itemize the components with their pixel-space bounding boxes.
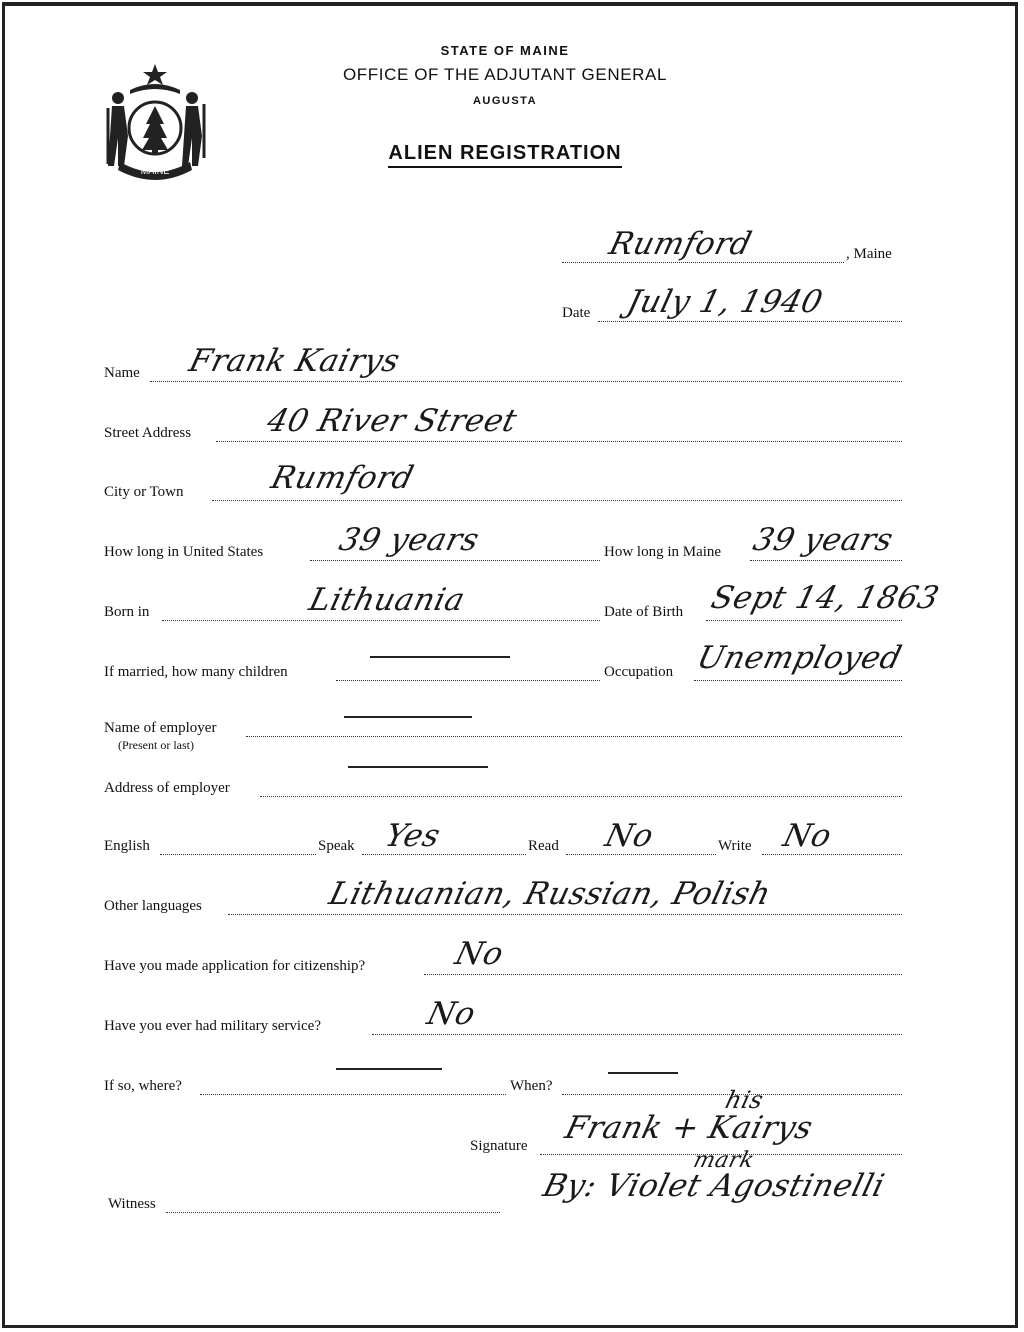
- witness-label: Witness: [108, 1196, 156, 1212]
- write-value: No: [779, 818, 836, 854]
- employer-sublabel: (Present or last): [118, 738, 194, 752]
- occupation-value: Unemployed: [693, 640, 906, 676]
- children-label: If married, how many children: [104, 664, 288, 680]
- maine-duration-dots: [750, 560, 902, 561]
- employer-address-label: Address of employer: [104, 780, 230, 796]
- witness-value: By: Violet Agostinelli: [539, 1168, 889, 1204]
- form-title: [0, 142, 1010, 165]
- employer-value: [344, 716, 472, 718]
- street-dots: [216, 441, 902, 442]
- employer-dots: [246, 736, 902, 737]
- where-label: If so, where?: [104, 1078, 182, 1094]
- street-label: Street Address: [104, 425, 192, 441]
- occupation-dots: [694, 680, 902, 681]
- employer-label: Name of employer: [104, 720, 217, 736]
- state-heading: STATE OF MAINE: [440, 43, 570, 58]
- maine-duration-value: 39 years: [749, 522, 897, 558]
- children-dots: [336, 680, 600, 681]
- citizenship-label: Have you made application for citizenship?: [104, 958, 366, 974]
- military-label: Have you ever had military service?: [104, 1018, 321, 1034]
- occupation-label: Occupation: [604, 664, 674, 680]
- read-value: No: [601, 818, 658, 854]
- place-dots: [562, 262, 844, 263]
- name-dots: [150, 381, 902, 382]
- city-dots: [212, 500, 902, 501]
- children-value: [370, 656, 510, 658]
- name-label: Name: [104, 365, 140, 381]
- form-title-text: ALIEN REGISTRATION: [388, 142, 621, 168]
- city-value: Rumford: [267, 460, 418, 496]
- svg-text:MAINE: MAINE: [140, 166, 170, 176]
- when-label: When?: [510, 1078, 553, 1094]
- signature-mark-bottom: mark: [690, 1148, 757, 1173]
- us-duration-value: 39 years: [335, 522, 483, 558]
- name-value: Frank Kairys: [185, 343, 404, 379]
- english-label: English: [104, 838, 150, 854]
- speak-label: Speak: [318, 838, 355, 854]
- us-duration-dots: [310, 560, 600, 561]
- speak-value: Yes: [381, 818, 445, 854]
- dob-dots: [706, 620, 902, 621]
- place-suffix: , Maine: [846, 246, 892, 262]
- read-label: Read: [528, 838, 559, 854]
- city-label: City or Town: [104, 484, 184, 500]
- us-duration-label: How long in United States: [104, 544, 264, 560]
- citizenship-dots: [424, 974, 902, 975]
- street-value: 40 River Street: [263, 403, 521, 439]
- office-heading: OFFICE OF THE ADJUTANT GENERAL: [342, 65, 668, 84]
- signature-value: Frank + Kairys: [561, 1110, 817, 1146]
- write-dots: [762, 854, 902, 855]
- born-in-dots: [162, 620, 600, 621]
- where-dots: [200, 1094, 506, 1095]
- born-in-label: Born in: [104, 604, 150, 620]
- read-dots: [566, 854, 716, 855]
- where-value: [336, 1068, 442, 1070]
- city-heading: AUGUSTA: [472, 95, 538, 107]
- dob-label: Date of Birth: [604, 604, 684, 620]
- employer-address-dots: [260, 796, 902, 797]
- employer-address-value: [348, 766, 488, 768]
- signature-mark-top: his: [722, 1086, 767, 1114]
- dob-value: Sept 14, 1863: [707, 580, 943, 616]
- military-value: No: [423, 996, 480, 1032]
- write-label: Write: [718, 838, 752, 854]
- maine-duration-label: How long in Maine: [604, 544, 722, 560]
- signature-label: Signature: [470, 1138, 528, 1154]
- place-value: Rumford: [605, 226, 756, 262]
- when-value: [608, 1072, 678, 1074]
- other-languages-value: Lithuanian, Russian, Polish: [325, 876, 775, 912]
- witness-dots: [166, 1212, 500, 1213]
- date-label: Date: [562, 305, 591, 321]
- speak-dots: [362, 854, 526, 855]
- citizenship-value: No: [451, 936, 508, 972]
- born-in-value: Lithuania: [305, 582, 469, 618]
- military-dots: [372, 1034, 902, 1035]
- other-languages-dots: [228, 914, 902, 915]
- other-languages-label: Other languages: [104, 898, 202, 914]
- date-dots: [598, 321, 902, 322]
- english-dots: [160, 854, 316, 855]
- date-value: July 1, 1940: [623, 284, 827, 320]
